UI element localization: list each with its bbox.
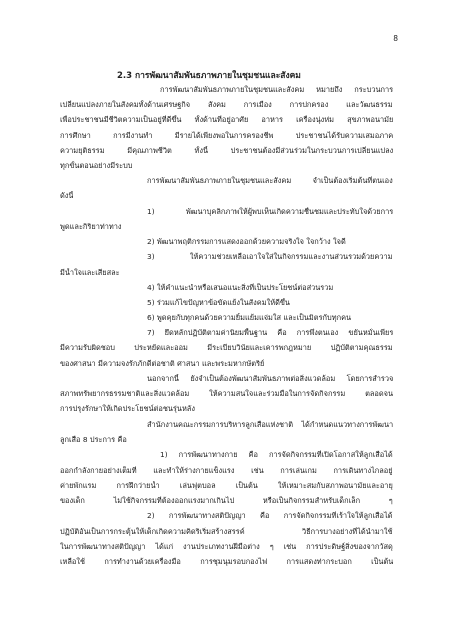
text-line: 6) พูดคุยกับทุกคนด้วยความยิ้มแย้มแจ่มใส และเป็นมิตรกับทุกคน [147,313,352,322]
text-line: ทุกขั้นตอนอย่างมีระบบ [60,161,133,170]
text-line: 1) พัฒนาบุคลิกภาพให้ผู้พบเห็นเกิดความชื่นชมและประทับใจด้วยการ [147,207,394,216]
text-line: 2) พัฒนาพฤติกรรมการแสดงออกด้วยความจริงใจ ใจกว้าง ใจดี [147,237,346,246]
text-line: 7) ยึดหลักปฏิบัติตามค่านิยมพื้นฐาน คือ การพึ่งตนเอง ขยันหมั่นเพียร [147,328,394,337]
text-line: เหลือใช้ การทำงานด้วยเครื่องมือ การชุมนุมรอบกองไฟ การแสดงท่ากระบอก เป็นต้น [60,557,394,566]
text-line: มีความรับผิดชอบ ประหยัดและออม มีระเบียบวินัยและเคารพกฎหมาย ปฏิบัติตามคุณธรรม [60,343,393,352]
text-line: การศึกษา การมีงานทำ มีรายได้เพียงพอในการครองชีพ ประชาชนได้รับความเสมอภาค [60,131,394,140]
text-line: ของศาสนา มีความจงรักภักดีต่อชาติ ศาสนา และพระมหากษัตริย์ [60,359,265,368]
text-line: พูดและกิริยาท่าทาง [60,222,122,231]
text-line: 5) ร่วมแก้ไขปัญหาข้อขัดแย้งในสังคมให้ดีขึ้น [147,298,290,307]
text-line: เปลี่ยนแปลงภายในสังคมทั้งด้านเศรษฐกิจ สังคม การเมือง การปกครอง และวัฒนธรรม [60,100,393,109]
text-line: ความยุติธรรม มีคุณภาพชีวิต ทั้งนี้ ประชาชนต้องมีส่วนร่วมในกระบวนการเปลี่ยนแปลง [60,146,394,155]
text-line: การพัฒนาสัมพันธภาพภายในชุมชนและสังคม หมายถึง กระบวนการ [160,85,394,94]
page-number: 8 [393,34,398,43]
text-line: ออกกำลังกายอย่างเต็มที่ และทำให้ร่างกายแข็งแรง เช่น การเล่นเกม การเดินทางไกลอยู่ [60,466,393,475]
text-line: นอกจากนี้ ยังจำเป็นต้องพัฒนาสัมพันธภาพต่อสิ่งแวดล้อม โดยการสำรวจ [147,374,394,383]
text-line: การพัฒนาสัมพันธภาพภายในชุมชนและสังคม จำเป็นต้องเริ่มต้นที่ตนเอง [147,176,393,185]
text-line: 1) การพัฒนาทางกาย คือ การจัดกิจกรรมที่เปิดโอกาสให้ลูกเสือได้ [160,450,393,459]
text-line: สภาพทรัพยากรธรรมชาติและสิ่งแวดล้อม ให้ความสนใจและร่วมมือในการจัดกิจกรรม ตลอดจน [60,389,394,398]
text-line: มีน้ำใจและเสียสละ [60,268,120,277]
text-line: ของเด็ก ไม่ใช้กิจกรรมที่ต้องออกแรงมากเกินไป หรือเป็นกิจกรรมสำหรับเด็กเล็ก ๆ [60,496,393,505]
text-line: ลูกเสือ 8 ประการ คือ [60,435,127,444]
text-line: ในการพัฒนาทางสติปัญญา ได้แก่ งานประเภทงานฝีมือต่าง ๆ เช่น การประดิษฐ์สิ่งของจากวัสดุ [60,542,393,551]
text-line: 3) ให้ความช่วยเหลือเอาใจใส่ในกิจกรรมและงานส่วนรวมด้วยความ [147,252,393,261]
text-line: สำนักงานคณะกรรมการบริหารลูกเสือแห่งชาติ ได้กำหนดแนวทางการพัฒนา [147,420,394,429]
text-line: การปรุงรักษาให้เกิดประโยชน์ต่อชนรุ่นหลัง [60,404,195,413]
section-heading: 2.3 การพัฒนาสัมพันธภาพภายในชุมชนและสังคม [117,71,301,81]
text-line: 2) การพัฒนาทางสติปัญญา คือ การจัดกิจกรรมที่เร้าใจให้ลูกเสือได้ [147,511,393,520]
text-line: เพื่อประชาชนมีชีวิตความเป็นอยู่ที่ดีขึ้น ทั้งด้านที่อยู่อาศัย อาหาร เครื่องนุ่งห่ม สุขภาพอนามัย [60,115,394,124]
text-line: ค่ายพักแรม การฝึกว่ายน้ำ เล่นฟุตบอล เป็นต้น ให้เหมาะสมกับสภาพอนามัยและอายุ [60,481,393,490]
text-line: ปฏิบัติอันเป็นการกระตุ้นให้เด็กเกิดความคิดริเริ่มสร้างสรรค์ วิธีการบางอย่างที่ได้นำมาใช้ [60,527,393,536]
text-line: 4) ให้คำแนะนำหรือเสนอแนะสิ่งที่เป็นประโยชน์ต่อส่วนรวม [147,283,334,292]
text-line: ดังนี้ [60,191,74,200]
